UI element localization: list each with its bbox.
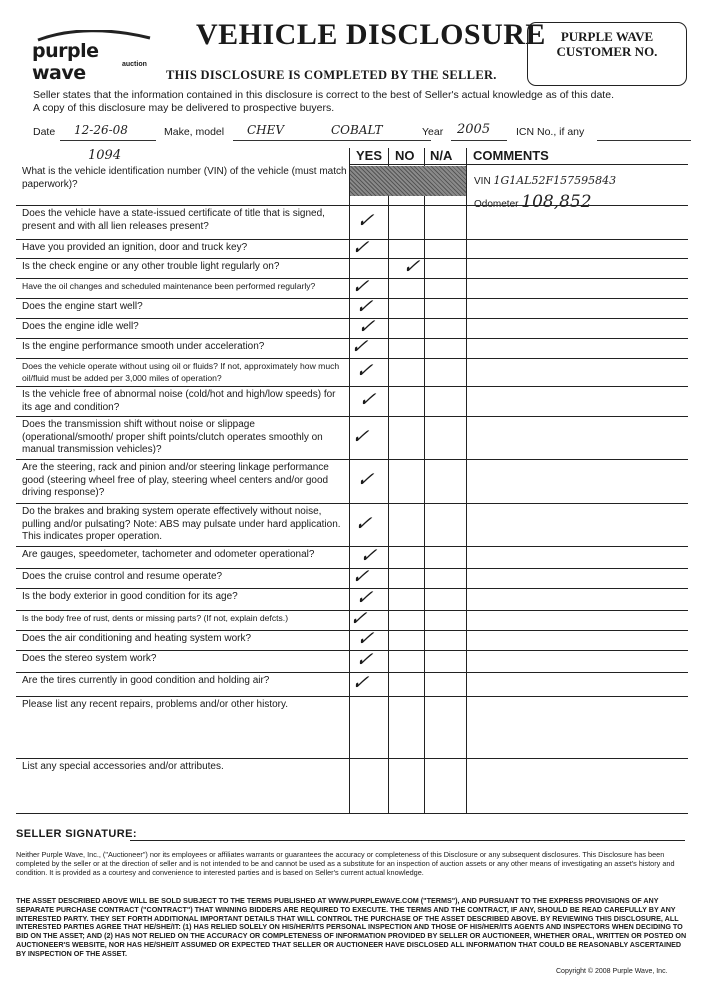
question-text: Have you provided an ignition, door and truck key? — [22, 242, 248, 253]
vin-shaded-cell — [350, 166, 466, 196]
seller-signature-field[interactable] — [130, 840, 685, 841]
question-text: List any special accessories and/or attributes. — [22, 761, 224, 772]
model-value: COBALT — [331, 123, 383, 137]
intro-text — [33, 89, 683, 115]
logo-text: purple wave — [32, 40, 99, 84]
question-text: Please list any recent repairs, problems and/or other history. — [22, 699, 289, 710]
divider — [424, 148, 425, 813]
year-label: Year — [422, 126, 444, 138]
disclosure-table — [16, 148, 688, 813]
make-model-field[interactable] — [233, 123, 431, 141]
question-text: Is the body free of rust, dents or missing parts? (If not, explain defcts.) — [22, 613, 289, 623]
yes-check-mark[interactable]: ✓ — [349, 234, 371, 259]
legal-terms-text: THE ASSET DESCRIBED ABOVE WILL BE SOLD SUBJECT TO THE TERMS PUBLISHED AT WWW.PURPLEWAVE.COM ("TERMS"), AND PURSUANT TO THE EXPRESS PROVISIONS OF ANY SEPARATE PURCHASE CONTRACT ("CONTRACT") THAT WINNING BIDDERS ARE REQUIRED TO EXECUTE. THE TERMS AND THE CONTRACT, IF ANY, SHOULD BE READ CAREFULLY BY ANY INTERESTED PARTY. THEY SET FORTH ADDITIONAL IMPORTANT DETAILS THAT WILL CONTROL THE PURCHASE OF THE ASSET DESCRIBED ABOVE. BY REVIEWING THIS DISCLOSURE, ALL INTERESTED PARTIES AGREE THAT HE/SHE/IT: (1) HAS RELIED SOLELY ON HIS/HER/ITS PERSONAL INSPECTION AND THOSE OF HIS/HER/ITS AGENTS AND INSPECTORS WHEN DECIDING TO BID ON THE ASSET; AND (2) HAS NOT RELIED ON THE ACCURACY OR COMPLETENESS OF INFORMATION PROVIDED BY SELLER OR AUCTIONEER, WHETHER ORAL, WRITTEN OR POSTED ON AUCTIONEER'S WEBSITE, NOR HAS HE/SHE/IT ASSUMED OR EXPECTED THAT SELLER OR AUCTIONEER HAVE DISCLOSED ALL INFORMATION THAT COULD BE REASONABLY ASCERTAINED BY INSPECTION OF THE ASSET. — [16, 896, 687, 958]
row-divider — [16, 588, 688, 589]
question-text: Does the vehicle operate without using oil or fluids? If not, approximately how much oil/fluid must be added per 3,000 miles of operation? — [22, 361, 340, 383]
yes-check-mark[interactable]: ✓ — [357, 543, 379, 567]
row-divider — [16, 358, 688, 359]
vin-label: VIN — [474, 176, 491, 187]
odometer-value: 108,852 — [521, 192, 592, 212]
question-text: Have the oil changes and scheduled maintenance been performed regularly? — [22, 281, 316, 291]
divider — [466, 148, 467, 813]
purple-wave-logo — [30, 30, 155, 84]
divider — [388, 148, 389, 813]
question-text: Does the vehicle have a state-issued certificate of title that is signed, present and with all lien releases present? — [22, 208, 325, 232]
row-divider — [16, 672, 688, 673]
odometer-label: Odometer — [474, 199, 519, 210]
row-divider — [16, 416, 688, 417]
col-na-header: N/A — [430, 148, 453, 163]
year-value: 2005 — [457, 122, 491, 137]
header-divider — [349, 164, 688, 165]
year-field[interactable] — [451, 122, 507, 141]
row-divider — [16, 650, 688, 651]
yes-check-mark[interactable]: ✓ — [353, 358, 375, 382]
question-text: Are gauges, speedometer, tachometer and odometer operational? — [22, 549, 315, 560]
handwritten-note: 1094 — [88, 148, 122, 163]
col-comments-header: COMMENTS — [473, 148, 549, 163]
copyright: Copyright © 2008 Purple Wave, Inc. — [556, 968, 668, 975]
row-divider — [16, 298, 688, 299]
make-value: CHEV — [247, 123, 285, 137]
question-text: Is the body exterior in good condition for its age? — [22, 591, 238, 602]
row-divider — [16, 696, 688, 697]
question-text: Are the tires currently in good condition and holding air? — [22, 675, 270, 686]
row-divider — [16, 630, 688, 631]
yes-check-mark[interactable]: ✓ — [350, 564, 371, 588]
page-subtitle: THIS DISCLOSURE IS COMPLETED BY THE SELLER. — [166, 68, 497, 82]
question-text: Is the engine performance smooth under acceleration? — [22, 341, 265, 352]
col-no-header: NO — [395, 148, 415, 163]
question-text: Does the stereo system work? — [22, 653, 157, 664]
logo-subtext: auction — [122, 61, 147, 68]
customer-box-line2: CUSTOMER NO. — [556, 44, 658, 59]
row-divider — [16, 318, 688, 319]
date-field[interactable] — [60, 123, 156, 141]
intro-line1: Seller states that the information contained in this disclosure is correct to the best of Seller's actual knowledge as of this date. — [33, 89, 614, 101]
vin-value: 1G1AL52F157595843 — [493, 174, 617, 187]
question-text: Is the vehicle free of abnormal noise (cold/hot and high/low speeds) for its age and condition? — [22, 389, 336, 413]
yes-check-mark[interactable]: ✓ — [348, 606, 369, 630]
seller-signature-label: SELLER SIGNATURE: — [16, 828, 137, 840]
no-check-mark[interactable]: ✓ — [401, 254, 422, 278]
question-text: Does the engine idle well? — [22, 321, 139, 332]
yes-check-mark[interactable]: ✓ — [355, 208, 376, 232]
date-label: Date — [33, 126, 56, 138]
question-text: What is the vehicle identification number (VIN) of the vehicle (must match paperwork)? — [22, 166, 347, 190]
question-text: Does the transmission shift without noise or slippage (operational/smooth/ proper shift points/clutch operates smoothly on manual transmission vehicles)? — [22, 419, 323, 455]
odometer-comment — [474, 192, 592, 212]
icn-field[interactable] — [597, 126, 691, 141]
intro-line2: A copy of this disclosure may be delivered to prospective buyers. — [33, 102, 335, 114]
yes-check-mark[interactable]: ✓ — [349, 334, 370, 358]
question-text: Do the brakes and braking system operate effectively without noise, pulling and/or pulsating? Note: ABS may pulsate under hard application. This indicates proper operation. — [22, 506, 341, 542]
page-title: VEHICLE DISCLOSURE — [196, 18, 546, 51]
row-divider — [16, 386, 688, 387]
make-model-label: Make, model — [164, 126, 225, 138]
question-text: Does the engine start well? — [22, 301, 143, 312]
customer-number-box[interactable] — [527, 22, 687, 86]
yes-check-mark[interactable]: ✓ — [353, 510, 374, 535]
yes-check-mark[interactable]: ✓ — [349, 423, 371, 448]
row-divider — [16, 205, 688, 206]
yes-check-mark[interactable]: ✓ — [354, 585, 375, 609]
disclaimer-text: Neither Purple Wave, Inc., ("Auctioneer") nor its employees or affiliates warrants or guarantees the accuracy or completeness of this Disclosure or any subsequent disclosures. This Disclosure has been completed by the seller or at the direction of seller and is not intended to be and cannot be used as a substitute for an inspection of auction assets or any other means of investigating an asset's history and condition. It is provided as a courtesy and convenience to interested parties and is based on Seller's current actual knowledge. — [16, 850, 675, 877]
col-yes-header: YES — [356, 148, 383, 163]
vin-comment — [474, 174, 616, 187]
question-text: Does the cruise control and resume operate? — [22, 571, 223, 582]
date-value: 12-26-08 — [74, 123, 128, 137]
yes-check-mark[interactable]: ✓ — [354, 294, 375, 318]
yes-check-mark[interactable]: ✓ — [357, 387, 378, 411]
question-text: Does the air conditioning and heating system work? — [22, 633, 252, 644]
customer-box-line1: PURPLE WAVE — [560, 29, 654, 44]
row-divider — [16, 758, 688, 759]
yes-check-mark[interactable]: ✓ — [349, 670, 371, 694]
row-divider — [16, 503, 688, 504]
row-divider — [16, 813, 688, 814]
vehicle-info-line — [33, 122, 693, 144]
question-text: Is the check engine or any other trouble light regularly on? — [22, 261, 280, 272]
yes-check-mark[interactable]: ✓ — [356, 314, 377, 338]
row-divider — [16, 546, 688, 547]
divider — [349, 148, 350, 813]
yes-check-mark[interactable]: ✓ — [355, 626, 376, 650]
yes-check-mark[interactable]: ✓ — [350, 274, 371, 298]
yes-check-mark[interactable]: ✓ — [353, 647, 375, 671]
icn-label: ICN No., if any — [516, 126, 585, 138]
yes-check-mark[interactable]: ✓ — [355, 467, 376, 491]
row-divider — [16, 459, 688, 460]
question-text: Are the steering, rack and pinion and/or steering linkage performance good (steering wheel free of play, steering wheel centers and/or good driving response)? — [22, 462, 329, 498]
